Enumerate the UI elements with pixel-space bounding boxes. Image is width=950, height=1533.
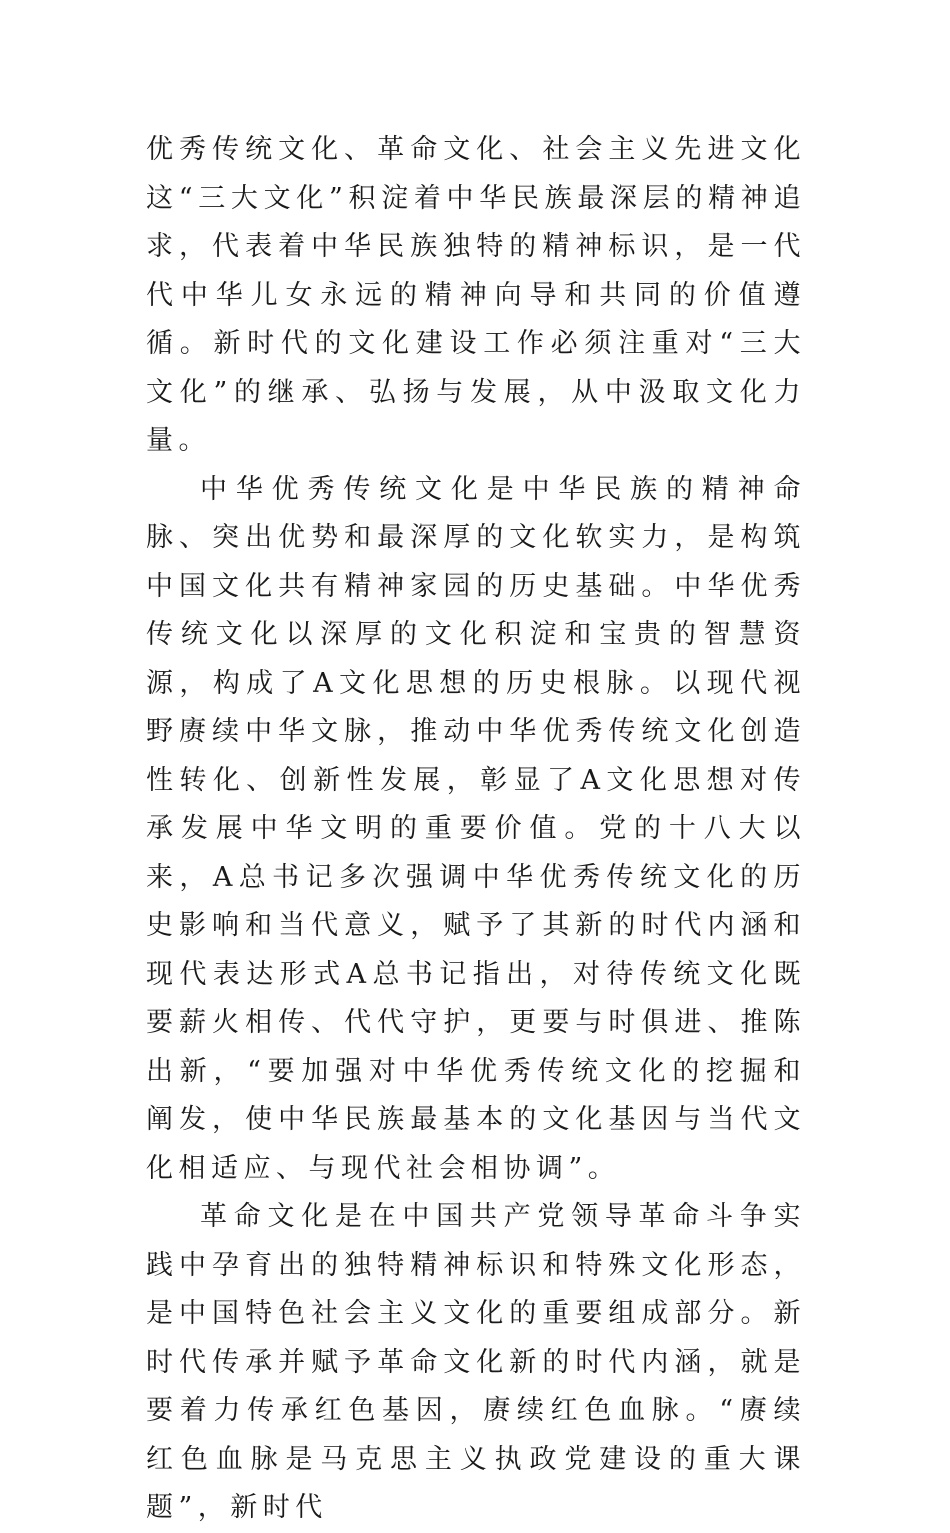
body-text bbox=[146, 126, 806, 1533]
paragraph-traditional-culture: 中华优秀传统文化是中华民族的精神命脉、突出优势和最深厚的文化软实力，是构筑中国文化共有精神家园的历史基础。中华优秀传统文化以深厚的文化积淀和宝贵的智慧资源，构成了A文化思想的历史根脉。以现代视野赓续中华文脉，推动中华优秀传统文化创造性转化、创新性发展，彰显了A文化思想对传承发展中华文明的重要价值。党的十八大以来，A总书记多次强调中华优秀传统文化的历史影响和当代意义，赋予了其新的时代内涵和现代表达形式A总书记指出，对待传统文化既要薪火相传、代代守护，更要与时俱进、推陈出新，“要加强对中华优秀传统文化的挖掘和阐发，使中华民族最基本的文化基因与当代文化相适应、与现代社会相协调”。 bbox=[146, 473, 806, 1184]
paragraph-revolutionary-culture: 革命文化是在中国共产党领导革命斗争实践中孕育出的独特精神标识和特殊文化形态，是中国特色社会主义文化的重要组成部分。新时代传承并赋予革命文化新的时代内涵，就是要着力传承红色基因，赓续红色血脉。“赓续红色血脉是马克思主义执政党建设的重大课题”，新时代 bbox=[146, 1201, 806, 1523]
paragraph-three-cultures-intro: 优秀传统文化、革命文化、社会主义先进文化这“三大文化”积淀着中华民族最深层的精神追求，代表着中华民族独特的精神标识，是一代代中华儿女永远的精神向导和共同的价值遵循。新时代的文化建设工作必须注重对“三大文化”的继承、弘扬与发展，从中汲取文化力量。 bbox=[146, 134, 806, 456]
